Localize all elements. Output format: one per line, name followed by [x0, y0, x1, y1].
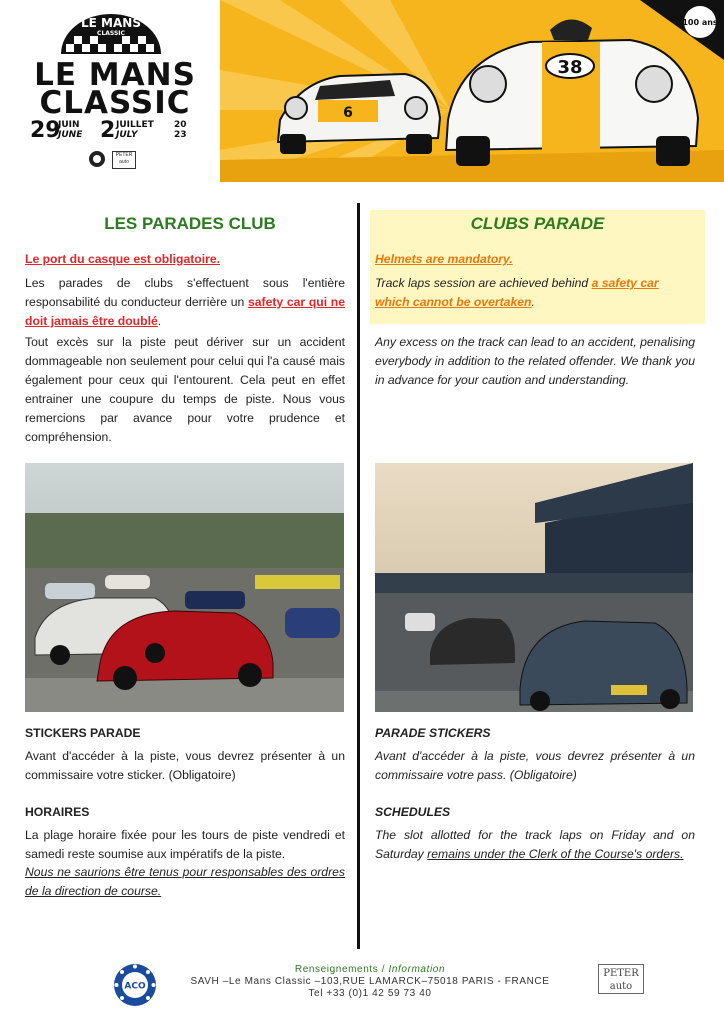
centenary-badge: 100 ans — [682, 18, 718, 27]
hero-poster-illustration — [220, 0, 724, 182]
left-helmet-notice: Le port du casque est obligatoire. — [25, 252, 221, 266]
svg-text:ACO: ACO — [124, 981, 146, 992]
left-horaires-text: La plage horaire fixée pour les tours de piste vendredi et samedi reste soumise aux impératifs de la piste. — [25, 828, 345, 861]
footer-info — [180, 964, 560, 1000]
right-paragraph-2: Any excess on the track can lead to an accident, penalising everybody in addition to the related offender. We thank you in advance for your caution and understanding. — [375, 335, 695, 387]
date-start-en: JUNE — [58, 130, 83, 140]
right-safety-car-highlight: a safety car which cannot be overtaken — [375, 276, 659, 309]
footer-address: SAVH –Le Mans Classic –103,RUE LAMARCK–75018 PARIS - FRANCE — [190, 976, 550, 987]
date-start-day: 29 — [30, 118, 61, 143]
left-horaires-title: HORAIRES — [25, 805, 90, 819]
right-schedules-title: SCHEDULES — [375, 805, 451, 819]
year-bottom: 23 — [174, 130, 187, 140]
left-paragraph-1: Les parades de clubs s'effectuent sous l'entière responsabilité du conducteur derrière un safety car qui ne doit jamais être doublé. — [25, 276, 346, 328]
footer-phone: Tel +33 (0)1 42 59 73 40 — [308, 988, 432, 999]
right-stickers-text: Avant d'accéder à la piste, vous devrez présenter à un commissaire votre pass. (Obligatoire) — [375, 749, 695, 782]
date-end-day: 2 — [100, 118, 116, 143]
event-dates — [30, 118, 200, 142]
left-stickers-text: Avant d'accéder à la piste, vous devrez présenter à un commissaire votre sticker. (Obligatoire) — [25, 749, 345, 782]
right-schedules-text: The slot allotted for the track laps on Friday and on Saturday remains under the Clerk of the Course's orders. — [375, 828, 695, 861]
logo-arc-sub: CLASSIC — [97, 30, 125, 37]
logo-line-2: CLASSIC — [39, 85, 191, 121]
right-stickers-title: PARADE STICKERS — [375, 726, 491, 740]
date-end-fr: JUILLET — [116, 120, 154, 130]
logo-arc-text: LE MANS — [81, 16, 141, 30]
date-start-fr: JUIN — [58, 120, 80, 130]
date-end-en: JULY — [116, 130, 138, 140]
footer-info-title: Renseignements / Information — [294, 964, 446, 975]
column-divider — [357, 203, 360, 949]
svg-text:38: 38 — [557, 57, 583, 78]
aco-small-icon — [88, 150, 106, 168]
logo-line-1: LE MANS — [34, 57, 196, 93]
aco-logo — [113, 963, 157, 1007]
svg-text:6: 6 — [343, 105, 353, 121]
left-parade-photo — [25, 463, 344, 712]
left-horaires-note: Nous ne saurions être tenus pour responsables des ordres de la direction de course. — [25, 865, 345, 898]
peter-auto-logo: PETER auto — [598, 964, 644, 1008]
left-stickers-title: STICKERS PARADE — [25, 726, 141, 740]
right-schedules-underline: remains under the Clerk of the Course's orders. — [427, 847, 684, 861]
right-title: CLUBS PARADE — [470, 214, 605, 233]
left-safety-car-highlight: safety car qui ne doit jamais être doublé — [25, 295, 346, 328]
left-title: LES PARADES CLUB — [104, 214, 276, 233]
right-parade-photo — [375, 463, 693, 712]
right-paragraph-1: Track laps session are achieved behind a safety car which cannot be overtaken. — [375, 276, 659, 309]
year-top: 20 — [174, 120, 187, 130]
peter-auto-small-logo: PETER auto — [112, 151, 136, 169]
right-helmet-notice: Helmets are mandatory. — [375, 252, 513, 266]
checkered-arc-logo — [56, 10, 166, 54]
left-paragraph-2: Tout excès sur la piste peut dériver sur un accident dommageable non seulement pour celui qui l'a causé mais également pour ceux qui l'entourent. Cela peut en effet entrainer une coupure du temps de piste. Nous vous remercions par avance pour votre prudence et compréhension. — [25, 335, 345, 444]
